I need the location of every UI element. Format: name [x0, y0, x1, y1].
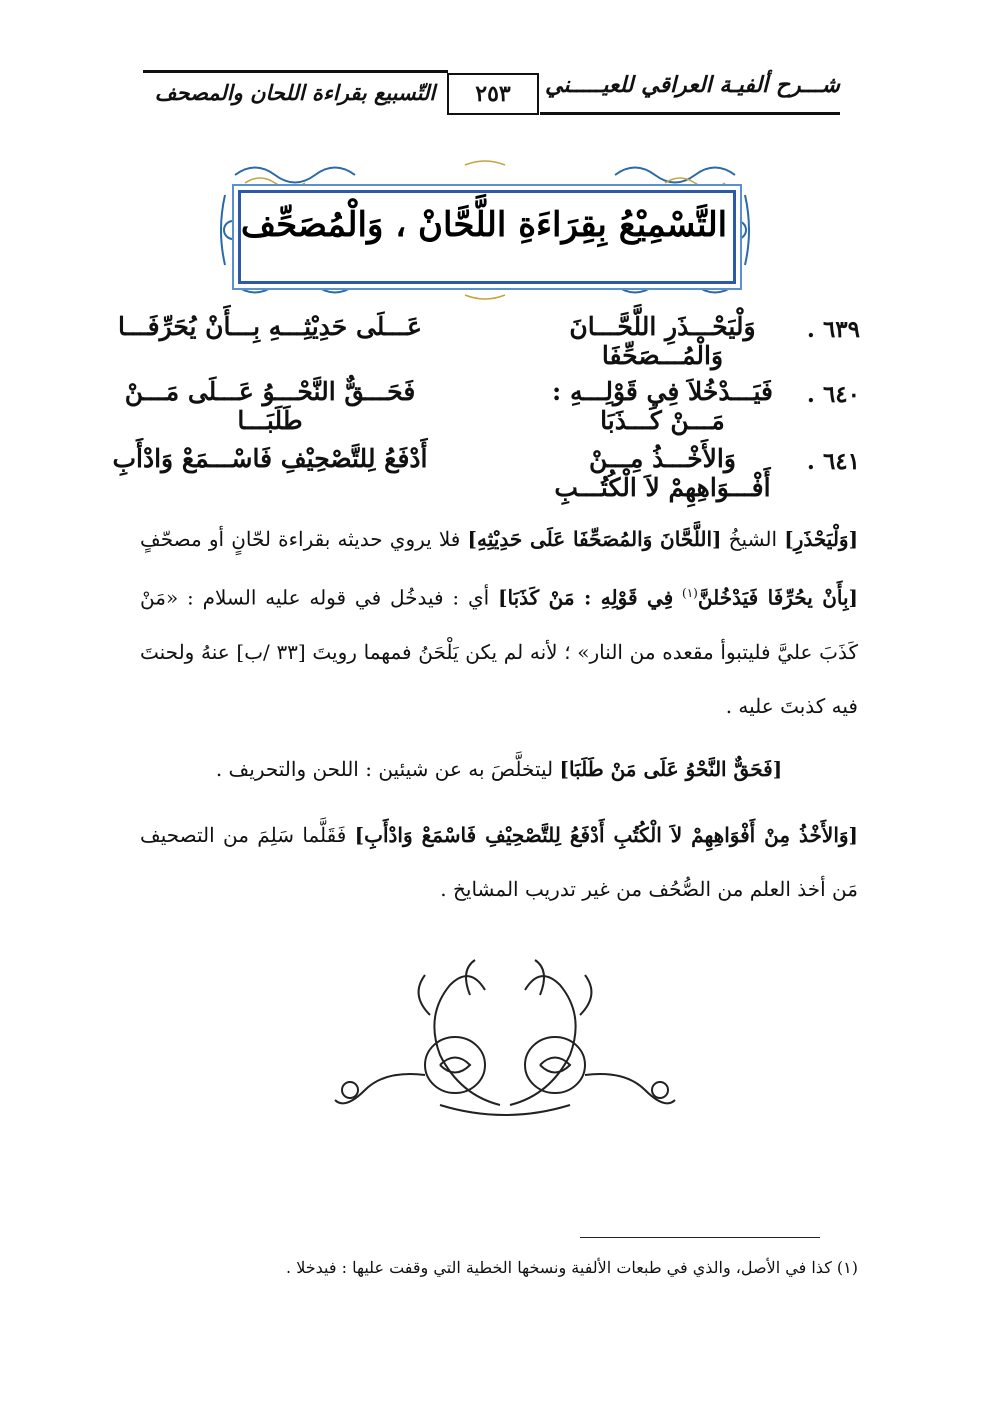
commentary-text: فَقَلَّما سَلِمَ من التصحيف مَن أخذ العلم من الصُّحُف من غير تدريب المشايخ .: [140, 823, 858, 901]
header-book-title: شـــرح ألفيـة العراقي للعيـــــني: [545, 72, 840, 98]
verse-number: ٦٤٠ .: [806, 381, 860, 408]
verse-first-hemistich: وَالأَخْـــذُ مِـــنْ أَفْـــوَاهِهِمْ لاَ الْكُتُـــبِ: [554, 444, 771, 502]
quoted-verse-text: [وَالأَخْذُ مِنْ أَفْوَاهِهِمْ لاَ الْكُتُبِ أَدْفَعُ لِلتَّصْحِيْفِ فَاسْمَعْ وَادْأَبِ]: [354, 823, 858, 847]
header-rule-bottom: [540, 112, 840, 115]
commentary-text: الشيخُ: [728, 527, 778, 551]
commentary-paragraph-2: [140, 742, 858, 796]
verse-second-hemistich: أَدْفَعُ لِلتَّصْحِيْفِ فَاسْـــمَعْ وَادْأَبِ: [112, 444, 428, 473]
commentary-paragraph-1: [140, 512, 858, 733]
commentary-text: أي : فيدخُل في قوله عليه السلام : «مَنْ كَذَبَ عليَّ فليتبوأ مقعده من النار» ؛ لأنه لم يكن يَلْحَنُ فمهما رويتَ [٣٣ /ب] عنهُ ولحنتَ فيه كذبتَ عليه .: [140, 585, 858, 718]
verse-first-hemistich: فَيَـــدْخُلاَ فِي قَوْلِـــهِ : مَـــنْ كَـــذَبَا: [552, 377, 773, 435]
commentary-text: فلا يروي حديثه بقراءة لحّانٍ أو مصحّفٍ: [140, 527, 461, 551]
header-rule-top: [143, 70, 448, 73]
verse-641: [110, 440, 860, 502]
verse-number: ٦٤١ .: [806, 448, 860, 475]
header-chapter-title: التّسبيع بقراءة اللحان والمصحف: [154, 80, 436, 105]
footnote-marker[interactable]: (١): [682, 586, 698, 600]
quoted-verse-text: فِي قَوْلِهِ : مَنْ كَذَبَا]: [498, 585, 674, 610]
verse-640: [110, 373, 860, 435]
quoted-verse-text: [اللَّحَّانَ وَالمُصَحِّفَا عَلَى حَدِيْثِهِ]: [467, 527, 722, 551]
commentary-text: ليتخلَّصَ به عن شيئين : اللحن والتحريف .: [215, 757, 554, 781]
page-number: ٢٥٣: [447, 73, 539, 115]
floral-ornament-icon: [320, 955, 690, 1125]
verse-second-hemistich: فَحَـــقٌّ النَّحْـــوُ عَـــلَى مَـــنْ طَلَبَـــا: [124, 377, 416, 435]
quoted-verse-text: [فَحَقٌّ النَّحْوُ عَلَى مَنْ طَلَبَا]: [559, 757, 783, 781]
commentary-paragraph-3: [140, 808, 858, 916]
footnote-separator: [580, 1237, 820, 1238]
verse-second-hemistich: عَـــلَى حَدِيْثِـــهِ بِـــأَنْ يُحَرِّفَـــا: [118, 312, 422, 341]
verse-number: ٦٣٩ .: [806, 316, 860, 343]
quoted-verse-text: [وَلْيَحْذَرِ]: [784, 527, 859, 551]
section-title: التَّسْمِيْعُ بِقِرَاءَةِ اللَّحَّانْ ، وَالْمُصَحِّف: [240, 205, 728, 245]
verse-first-hemistich: وَلْيَحْـــذَرِ اللَّحَّـــانَ وَالْمُـــصَحِّفَا: [569, 312, 756, 370]
verse-639: [110, 308, 860, 370]
footnote-text: (١) كذا في الأصل، والذي في طبعات الألفية ونسخها الخطية التي وقفت عليها : فيدخلا .: [286, 1258, 858, 1277]
quoted-verse-text: [بِأَنْ يحُرِّفَا فَيَدْخُلنَّ: [697, 585, 859, 610]
